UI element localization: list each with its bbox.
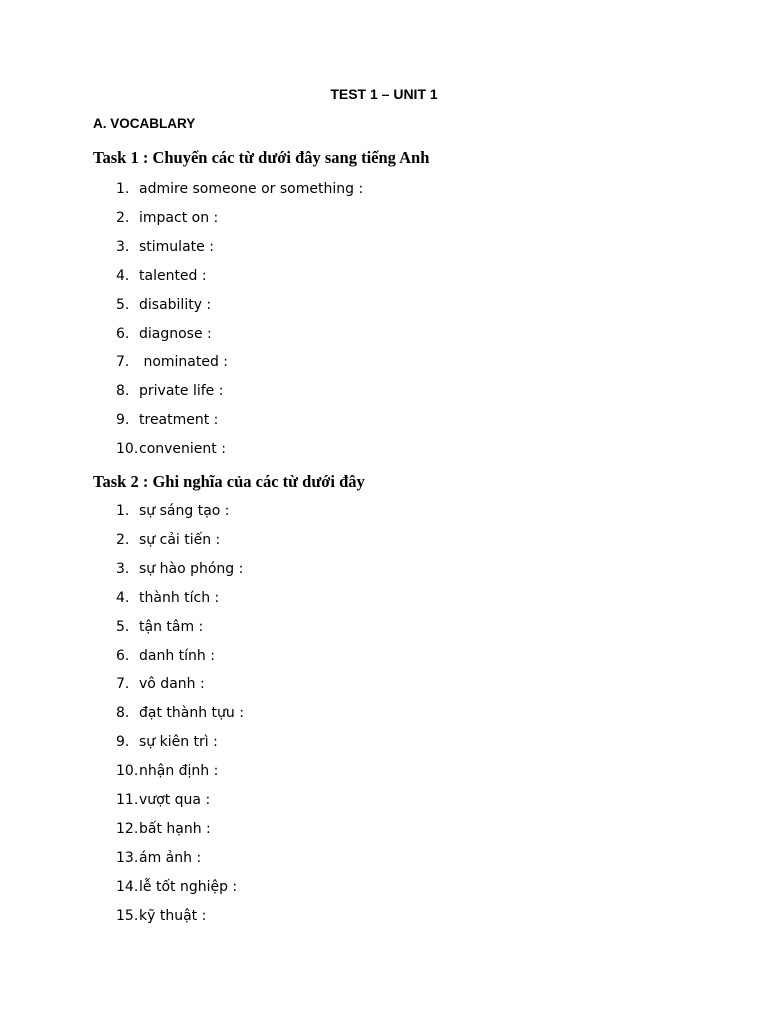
list-item-number: 13. [116, 849, 139, 866]
list-item-text: sự cải tiến : [139, 531, 221, 548]
list-item-text: private life : [139, 383, 224, 400]
list-item-text: convenient : [139, 441, 226, 458]
list-item-text: sự kiên trì : [139, 734, 218, 751]
task2-heading: Task 2 : Ghi nghĩa của các từ dưới đây [93, 472, 365, 491]
list-item-number: 11. [116, 792, 139, 808]
list-item-text: diagnose : [139, 325, 212, 342]
list-item-text: vô danh : [139, 676, 205, 693]
list-item-number: 7. [116, 354, 130, 371]
list-item-number: 8. [116, 383, 130, 400]
list-item-text: tận tâm : [139, 618, 204, 635]
list-item-number: 3. [116, 560, 130, 577]
list-item-text: danh tính : [139, 647, 215, 664]
list-item-number: 9. [116, 734, 130, 751]
list-item-text: đạt thành tựu : [139, 705, 244, 722]
list-item-text: kỹ thuật : [139, 907, 207, 924]
list-item-text: bất hạnh : [139, 820, 211, 837]
list-item-number: 10. [116, 441, 139, 458]
list-item-text: impact on : [139, 209, 219, 226]
list-item-number: 4. [116, 267, 130, 284]
list-item-number: 1. [116, 181, 130, 197]
list-item-number: 5. [116, 618, 130, 635]
list-item-text: vượt qua : [139, 792, 211, 808]
list-item-text: nominated : [139, 354, 229, 371]
list-item-number: 4. [116, 589, 130, 606]
list-item-text: nhận định : [139, 763, 219, 780]
list-item-number: 6. [116, 647, 130, 664]
task1-heading: Task 1 : Chuyển các từ dưới đây sang tiếng Anh [93, 148, 430, 167]
list-item-text: sự hào phóng : [139, 560, 244, 577]
list-item-text: sự sáng tạo : [139, 503, 230, 519]
list-item-number: 7. [116, 676, 130, 693]
list-item-number: 15. [116, 907, 139, 924]
document-title: TEST 1 – UNIT 1 [330, 86, 438, 102]
list-item-text: admire someone or something : [139, 181, 364, 197]
list-item-number: 6. [116, 325, 130, 342]
list-item-number: 3. [116, 238, 130, 255]
list-item-text: disability : [139, 296, 212, 313]
list-item-text: stimulate : [139, 238, 214, 255]
list-item-text: treatment : [139, 412, 219, 429]
list-item-number: 2. [116, 531, 130, 548]
list-item-number: 14. [116, 878, 139, 895]
section-heading: A. VOCABLARY [93, 116, 196, 131]
list-item-number: 8. [116, 705, 130, 722]
list-item-text: talented : [139, 267, 207, 284]
list-item-text: lễ tốt nghiệp : [139, 878, 238, 895]
list-item-number: 9. [116, 412, 130, 429]
list-item-number: 5. [116, 296, 130, 313]
list-item-number: 1. [116, 503, 130, 519]
list-item-number: 10. [116, 763, 139, 780]
list-item-number: 2. [116, 209, 130, 226]
list-item-text: ám ảnh : [139, 849, 202, 866]
list-item-text: thành tích : [139, 589, 220, 606]
list-item-number: 12. [116, 820, 139, 837]
